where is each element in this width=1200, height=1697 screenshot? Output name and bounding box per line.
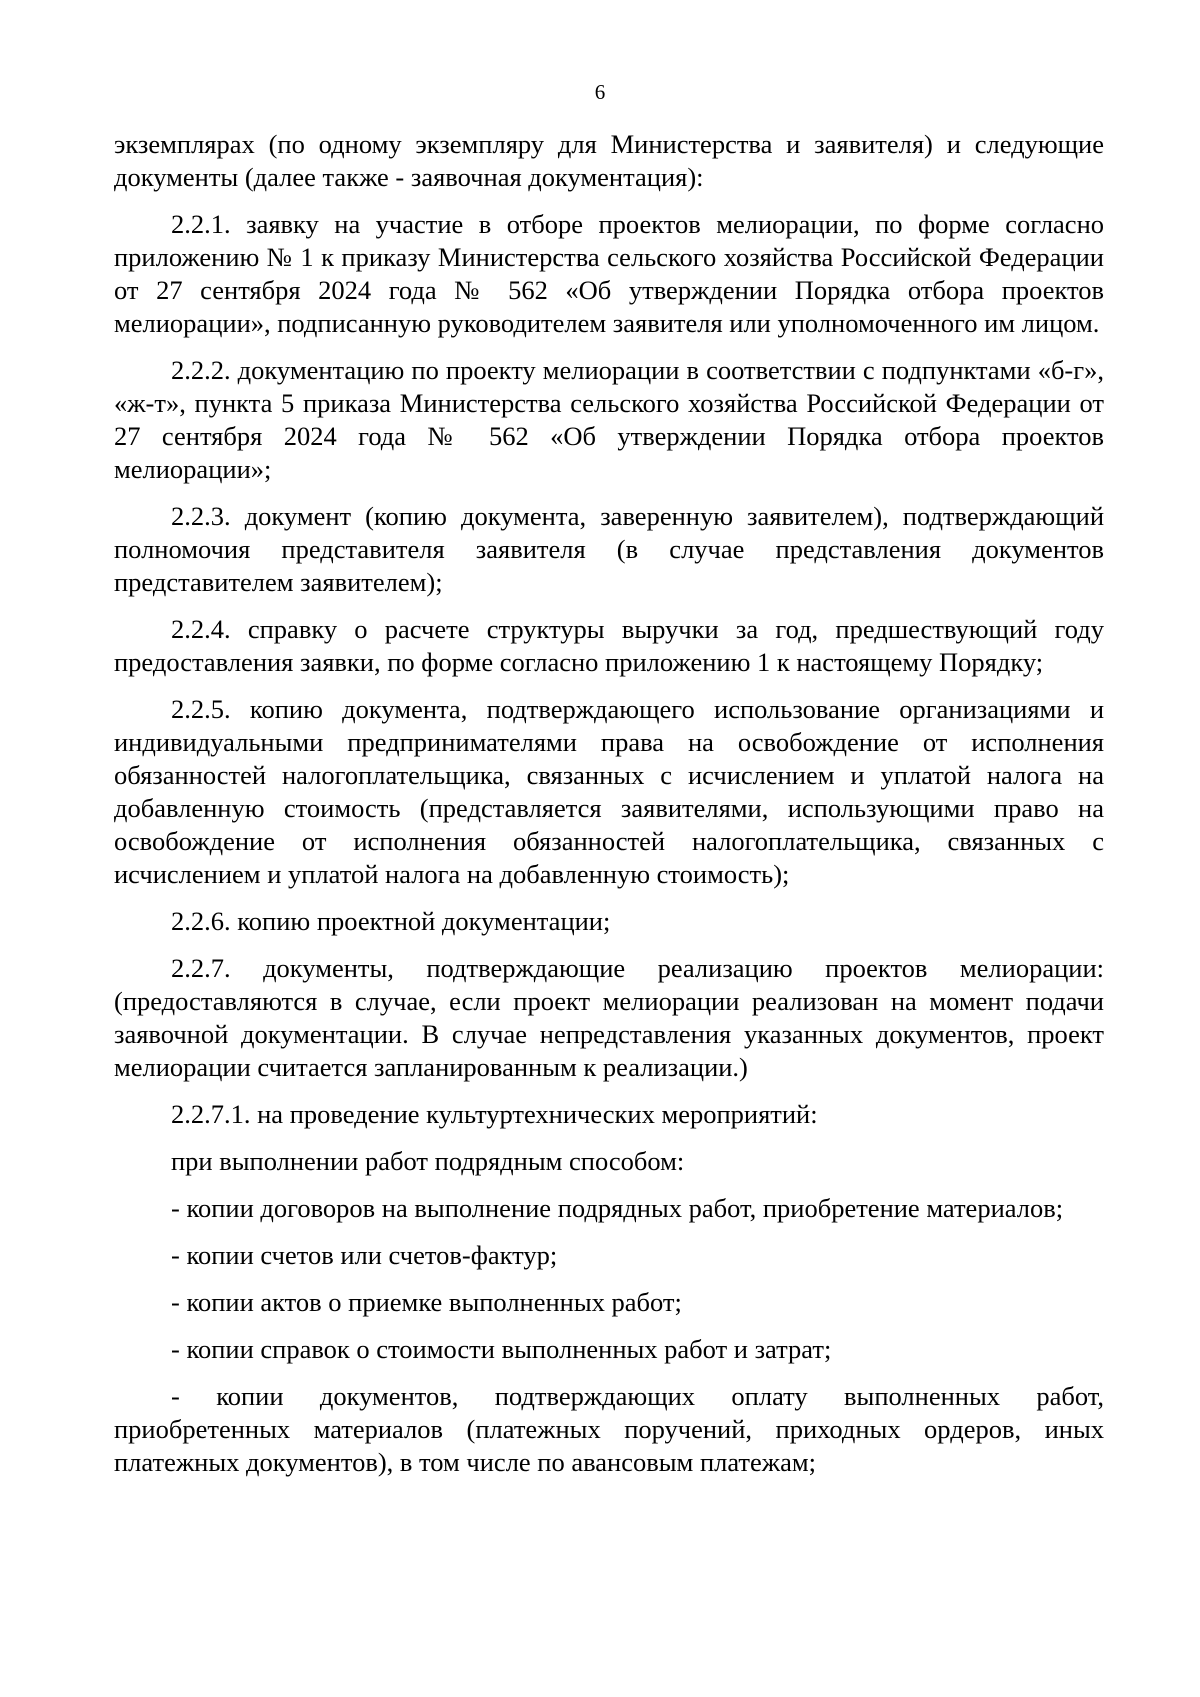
document-body bbox=[114, 128, 1104, 1493]
paragraph-continuation: экземплярах (по одному экземпляру для Министерства и заявителя) и следующие документы (далее также - заявочная документация): bbox=[114, 129, 1104, 192]
paragraph-2-2-1: 2.2.1. заявку на участие в отборе проектов мелиорации, по форме согласно приложению № 1 к приказу Министерства сельского хозяйства Российской Федерации от 27 сентября 2024 года № 562 «Об утверждении Порядка отбора проектов мелиорации», подписанную руководителем заявителя или уполномоченного им лицом. bbox=[114, 209, 1104, 338]
list-item-payment-documents: - копии документов, подтверждающих оплату выполненных работ, приобретенных материалов (платежных поручений, приходных ордеров, иных платежных документов), в том числе по авансовым платежам; bbox=[114, 1381, 1104, 1477]
paragraph-2-2-2: 2.2.2. документацию по проекту мелиорации в соответствии с подпунктами «б-г», «ж-т», пункта 5 приказа Министерства сельского хозяйства Российской Федерации от 27 сентября 2024 года № 562 «Об утверждении Порядка отбора проектов мелиорации»; bbox=[114, 355, 1104, 484]
paragraph-2-2-7-1: 2.2.7.1. на проведение культуртехнических мероприятий: bbox=[171, 1099, 818, 1129]
paragraph-2-2-3: 2.2.3. документ (копию документа, заверенную заявителем), подтверждающий полномочия представителя заявителя (в случае представления документов представителем заявителем); bbox=[114, 501, 1104, 597]
paragraph-2-2-5: 2.2.5. копию документа, подтверждающего использование организациями и индивидуальными предпринимателями права на освобождение от исполнения обязанностей налогоплательщика, связанных с исчислением и уплатой налога на добавленную стоимость (представляется заявителями, использующими право на освобождение от исполнения обязанностей налогоплательщика, связанных с исчислением и уплатой налога на добавленную стоимость); bbox=[114, 694, 1104, 889]
page-number: 6 bbox=[594, 80, 606, 104]
list-item-cost-certificates: - копии справок о стоимости выполненных работ и затрат; bbox=[171, 1334, 832, 1364]
list-item-contracts: - копии договоров на выполнение подрядных работ, приобретение материалов; bbox=[171, 1193, 1064, 1223]
paragraph-2-2-6: 2.2.6. копию проектной документации; bbox=[171, 906, 611, 936]
paragraph-2-2-4: 2.2.4. справку о расчете структуры выручки за год, предшествующий году предоставления заявки, по форме согласно приложению 1 к настоящему Порядку; bbox=[114, 614, 1104, 677]
list-item-acceptance-acts: - копии актов о приемке выполненных работ; bbox=[171, 1287, 682, 1317]
paragraph-contract-method: при выполнении работ подрядным способом: bbox=[171, 1146, 685, 1176]
paragraph-2-2-7: 2.2.7. документы, подтверждающие реализацию проектов мелиорации: (предоставляются в случае, если проект мелиорации реализован на момент подачи заявочной документации. В случае непредставления указанных документов, проект мелиорации считается запланированным к реализации.) bbox=[114, 953, 1104, 1082]
list-item-invoices: - копии счетов или счетов-фактур; bbox=[171, 1240, 558, 1270]
